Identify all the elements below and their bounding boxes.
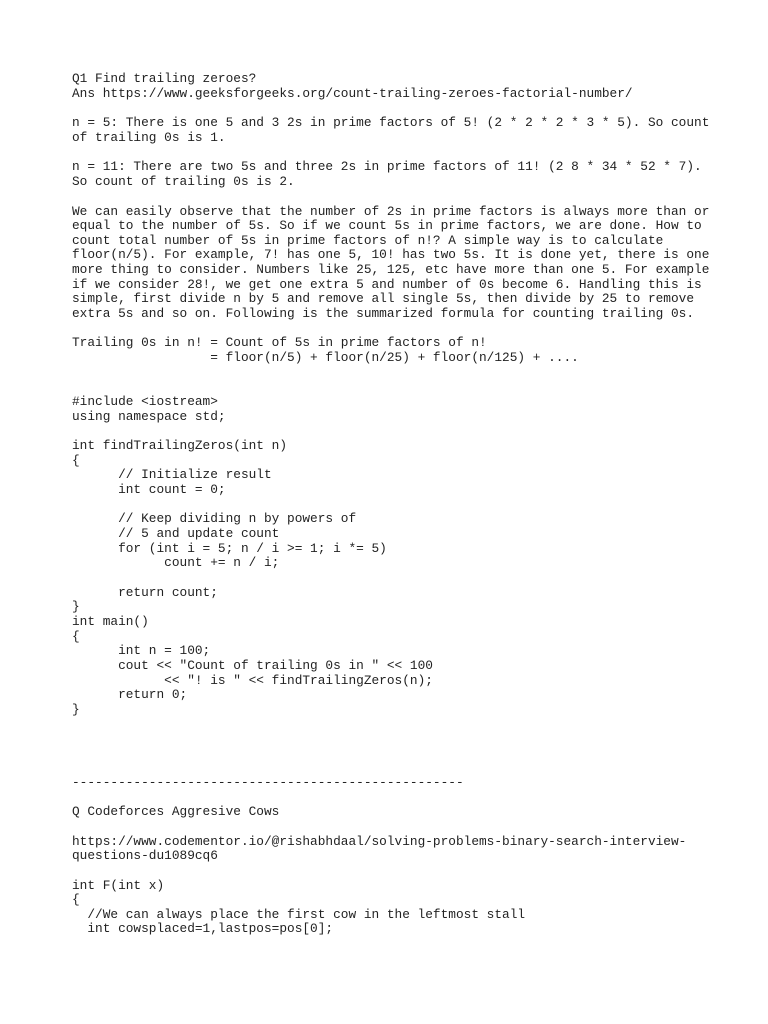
code-line: { — [72, 629, 80, 644]
text-line: more thing to consider. Numbers like 25, 125, etc have more than one 5. For example — [72, 262, 710, 277]
code-line: << "! is " << findTrailingZeros(n); — [72, 673, 433, 688]
code-line: // Initialize result — [72, 467, 272, 482]
code-line: int main() — [72, 614, 149, 629]
text-line: floor(n/5). For example, 7! has one 5, 10! has two 5s. It is done yet, there is one — [72, 247, 710, 262]
code-line: return count; — [72, 585, 218, 600]
text-line: if we consider 28!, we get one extra 5 and number of 0s become 6. Handling this is — [72, 277, 702, 292]
code-line: } — [72, 702, 80, 717]
code-line: return 0; — [72, 687, 188, 702]
code-line: cout << "Count of trailing 0s in " << 100 — [72, 658, 433, 673]
reference-link-line: questions-du1089cq6 — [72, 848, 218, 863]
code-line: #include <iostream> — [72, 394, 218, 409]
answer-link-line: Ans https://www.geeksforgeeks.org/count-trailing-zeroes-factorial-number/ — [72, 86, 633, 101]
code-line: int F(int x) — [72, 878, 165, 893]
code-line: for (int i = 5; n / i >= 1; i *= 5) — [72, 541, 387, 556]
code-line: int count = 0; — [72, 482, 226, 497]
code-line: // Keep dividing n by powers of — [72, 511, 357, 526]
text-line: So count of trailing 0s is 2. — [72, 174, 295, 189]
section-divider: --------------------------------------------------- — [72, 775, 464, 790]
text-line: We can easily observe that the number of 2s in prime factors is always more than or — [72, 204, 710, 219]
code-line: // 5 and update count — [72, 526, 280, 541]
text-line: count total number of 5s in prime factors of n!? A simple way is to calculate — [72, 233, 664, 248]
code-line: } — [72, 599, 80, 614]
text-line: extra 5s and so on. Following is the summarized formula for counting trailing 0s. — [72, 306, 695, 321]
text-line: n = 11: There are two 5s and three 2s in prime factors of 11! (2 8 * 34 * 52 * 7). — [72, 159, 702, 174]
question-heading: Q Codeforces Aggresive Cows — [72, 804, 280, 819]
text-line: n = 5: There is one 5 and 3 2s in prime factors of 5! (2 * 2 * 2 * 3 * 5). So count — [72, 115, 710, 130]
formula-line: = floor(n/5) + floor(n/25) + floor(n/125) + .... — [72, 350, 579, 365]
code-line: int cowsplaced=1,lastpos=pos[0]; — [72, 921, 334, 936]
code-line: count += n / i; — [72, 555, 280, 570]
text-line: of trailing 0s is 1. — [72, 130, 226, 145]
code-line: { — [72, 892, 80, 907]
code-line: int findTrailingZeros(int n) — [72, 438, 288, 453]
code-line: using namespace std; — [72, 409, 226, 424]
question-heading: Q1 Find trailing zeroes? — [72, 71, 257, 86]
code-line: { — [72, 453, 80, 468]
code-line: int n = 100; — [72, 643, 211, 658]
formula-line: Trailing 0s in n! = Count of 5s in prime factors of n! — [72, 335, 487, 350]
reference-link-line: https://www.codementor.io/@rishabhdaal/solving-problems-binary-search-interview- — [72, 834, 687, 849]
code-line: //We can always place the first cow in the leftmost stall — [72, 907, 526, 922]
text-line: simple, first divide n by 5 and remove all single 5s, then divide by 25 to remove — [72, 291, 695, 306]
text-line: equal to the number of 5s. So if we count 5s in prime factors, we are done. How to — [72, 218, 702, 233]
